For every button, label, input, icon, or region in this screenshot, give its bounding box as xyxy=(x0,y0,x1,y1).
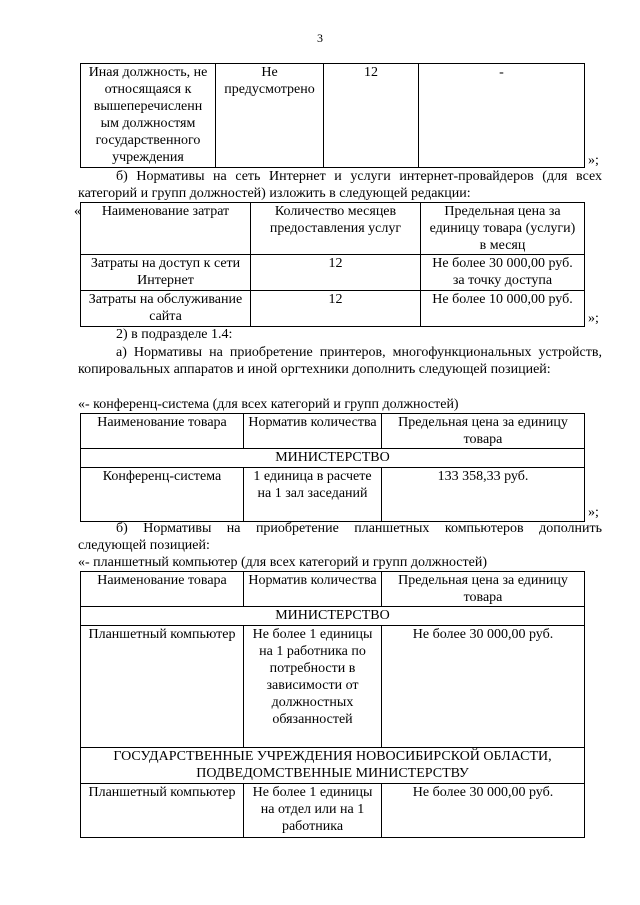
page-number: 3 xyxy=(317,31,323,45)
section-row xyxy=(81,607,585,626)
cost-name-cell: Затраты на обслуживание сайта xyxy=(81,291,251,327)
count-cell: 12 xyxy=(324,64,419,168)
header-cost-name: Наименование затрат xyxy=(81,203,251,255)
header-product: Наименование товара xyxy=(81,572,244,607)
price-cell: Не более 30 000,00 руб. xyxy=(382,626,585,748)
product-cell: Конференц-система xyxy=(81,468,244,522)
quote-conference-system: «- конференц-система (для всех категорий и групп должностей) xyxy=(78,397,459,412)
header-price: Предельная цена за единицу товара xyxy=(382,572,585,607)
price-cell: Не более 30 000,00 руб. за точку доступа xyxy=(421,255,585,291)
table-row xyxy=(81,291,585,327)
table-row xyxy=(81,468,585,522)
section-row xyxy=(81,748,585,784)
table-header-row xyxy=(81,414,585,449)
header-price: Предельная цена за единицу товара (услуги) в месяц xyxy=(421,203,585,255)
closing-quote-1: »; xyxy=(588,153,599,168)
table-row xyxy=(81,784,585,838)
product-cell: Планшетный компьютер xyxy=(81,784,244,838)
norm-cell: Не предусмотрено xyxy=(216,64,324,168)
cost-name-cell: Затраты на доступ к сети Интернет xyxy=(81,255,251,291)
quote-tablet: «- планшетный компьютер (для всех категорий и групп должностей) xyxy=(78,555,487,570)
product-cell: Планшетный компьютер xyxy=(81,626,244,748)
table-tablets xyxy=(80,571,585,838)
header-norm: Норматив количества xyxy=(244,414,382,449)
table-row xyxy=(81,626,585,748)
section-row xyxy=(81,449,585,468)
norm-cell: 1 единица в расчете на 1 зал заседаний xyxy=(244,468,382,522)
paragraph-2: 2) в подразделе 1.4: xyxy=(116,327,233,342)
header-product: Наименование товара xyxy=(81,414,244,449)
price-cell: - xyxy=(419,64,585,168)
months-cell: 12 xyxy=(251,255,421,291)
table-header-row xyxy=(81,572,585,607)
header-norm: Норматив количества xyxy=(244,572,382,607)
price-cell: Не более 30 000,00 руб. xyxy=(382,784,585,838)
paragraph-b-tablets: б) Нормативы на приобретение планшетных компьютеров дополнить следующей позицией: xyxy=(78,521,602,553)
section-ministry: МИНИСТЕРСТВО xyxy=(81,607,585,626)
price-cell: Не более 10 000,00 руб. xyxy=(421,291,585,327)
table-row xyxy=(81,64,585,168)
closing-quote-2: »; xyxy=(588,311,599,326)
closing-quote-3: »; xyxy=(588,505,599,520)
header-price: Предельная цена за единицу товара xyxy=(382,414,585,449)
table-header-row xyxy=(81,203,585,255)
table-internet xyxy=(80,202,585,327)
opening-quote: « xyxy=(74,204,81,219)
section-ministry: МИНИСТЕРСТВО xyxy=(81,449,585,468)
paragraph-b-internet: б) Нормативы на сеть Интернет и услуги интернет-провайдеров (для всех категорий и групп должностей) изложить в следующей редакции: xyxy=(78,169,602,201)
norm-cell: Не более 1 единицы на отдел или на 1 работника xyxy=(244,784,382,838)
table-conference xyxy=(80,413,585,522)
header-months: Количество месяцев предоставления услуг xyxy=(251,203,421,255)
table-row xyxy=(81,255,585,291)
paragraph-a-printers: а) Нормативы на приобретение принтеров, многофункциональных устройств, копировальных аппаратов и иной оргтехники дополнить следующей позицией: xyxy=(78,345,602,377)
section-state-institutions: ГОСУДАРСТВЕННЫЕ УЧРЕЖДЕНИЯ НОВОСИБИРСКОЙ ОБЛАСТИ, ПОДВЕДОМСТВЕННЫЕ МИНИСТЕРСТВУ xyxy=(81,748,585,784)
price-cell: 133 358,33 руб. xyxy=(382,468,585,522)
table-positions-continued xyxy=(80,63,585,168)
position-name-cell: Иная должность, не относящаяся к вышеперечисленн ым должностям государственного учреждения xyxy=(81,64,216,168)
norm-cell: Не более 1 единицы на 1 работника по потребности в зависимости от должностных обязанностей xyxy=(244,626,382,748)
months-cell: 12 xyxy=(251,291,421,327)
